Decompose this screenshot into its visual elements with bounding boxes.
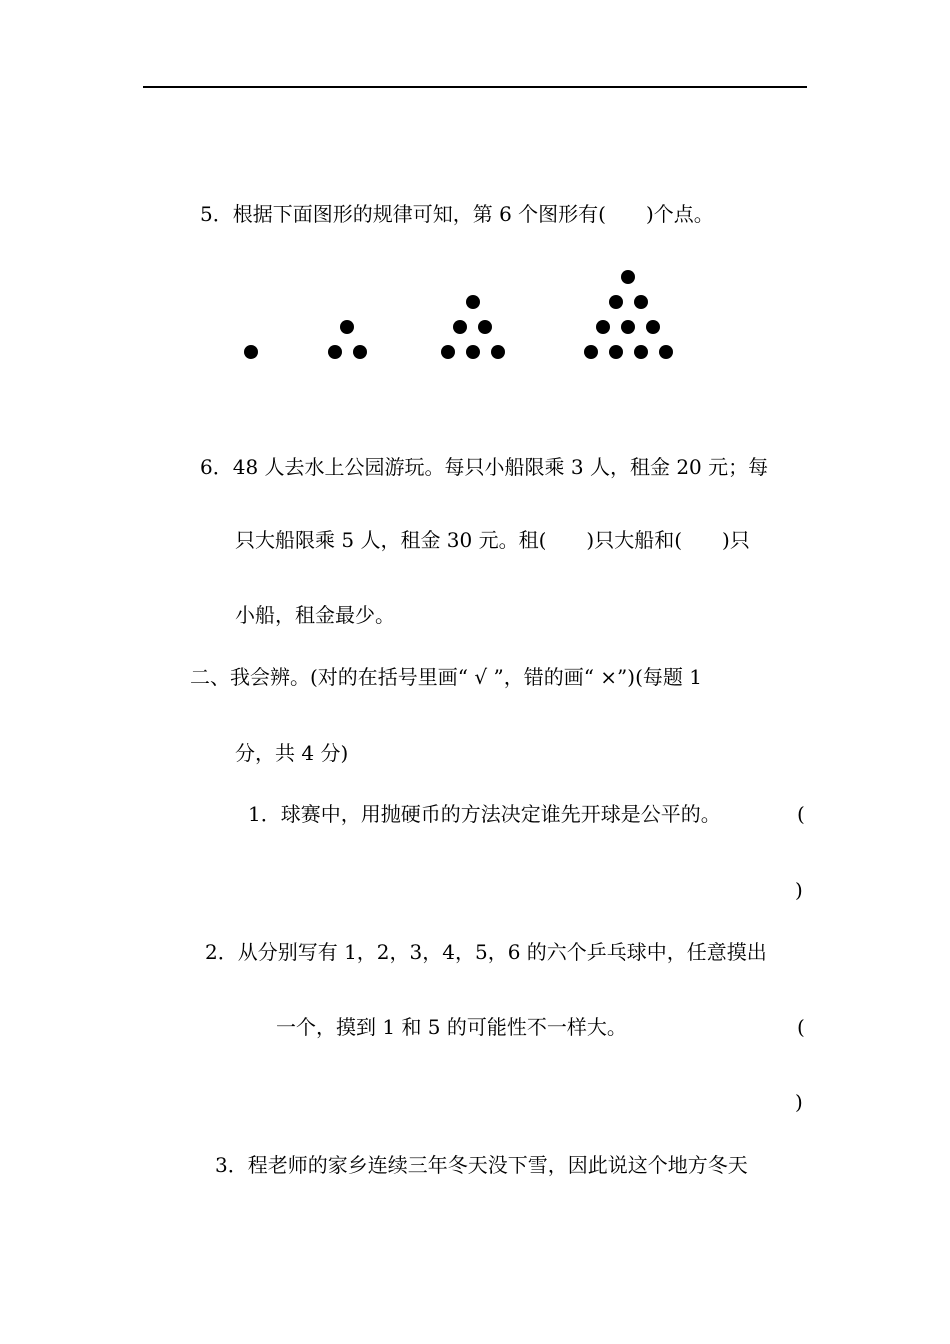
question-6-line-2: 只大船限乘 5 人，租金 30 元。租( )只大船和( )只 (235, 528, 750, 552)
dot (491, 345, 505, 359)
dot (453, 320, 467, 334)
judge-item-2-close-paren: ) (795, 1090, 803, 1114)
dot (634, 345, 648, 359)
section-2-heading-line-1: 二、我会辨。(对的在括号里画“ √ ”，错的画“ ×”)(每题 1 (190, 665, 702, 689)
dot (441, 345, 455, 359)
dot (659, 345, 673, 359)
dot (596, 320, 610, 334)
dot (609, 295, 623, 309)
dot (328, 345, 342, 359)
dot (244, 345, 258, 359)
dot (621, 320, 635, 334)
question-6-line-1: 6．48 人去水上公园游玩。每只小船限乘 3 人，租金 20 元；每 (200, 455, 769, 479)
dot (478, 320, 492, 334)
dot (646, 320, 660, 334)
pattern-figure-1 (244, 345, 258, 359)
section-2-heading-line-2: 分，共 4 分) (235, 741, 349, 765)
judge-item-2-line-1: 2．从分别写有 1，2，3，4，5，6 的六个乒乓球中，任意摸出 (205, 940, 767, 964)
dot (609, 345, 623, 359)
dot (353, 345, 367, 359)
dot (340, 320, 354, 334)
dot (584, 345, 598, 359)
judge-item-3-line-1: 3．程老师的家乡连续三年冬天没下雪，因此说这个地方冬天 (215, 1153, 748, 1177)
dot (634, 295, 648, 309)
judge-item-1-text: 1．球赛中，用抛硬币的方法决定谁先开球是公平的。 (248, 802, 721, 826)
question-5-text: 5．根据下面图形的规律可知，第 6 个图形有( )个点。 (200, 202, 714, 226)
judge-item-1-close-paren: ) (795, 878, 803, 902)
pattern-figure-3 (441, 295, 505, 359)
dot (621, 270, 635, 284)
dot-pattern-figure (0, 0, 950, 400)
pattern-figure-2 (328, 320, 367, 359)
judge-item-1-open-paren: ( (797, 802, 805, 826)
judge-item-2-line-2: 一个，摸到 1 和 5 的可能性不一样大。 (276, 1015, 627, 1039)
dot (466, 295, 480, 309)
question-6-line-3: 小船，租金最少。 (235, 603, 395, 627)
pattern-figure-4 (584, 270, 673, 359)
judge-item-2-open-paren: ( (797, 1015, 805, 1039)
dot (466, 345, 480, 359)
